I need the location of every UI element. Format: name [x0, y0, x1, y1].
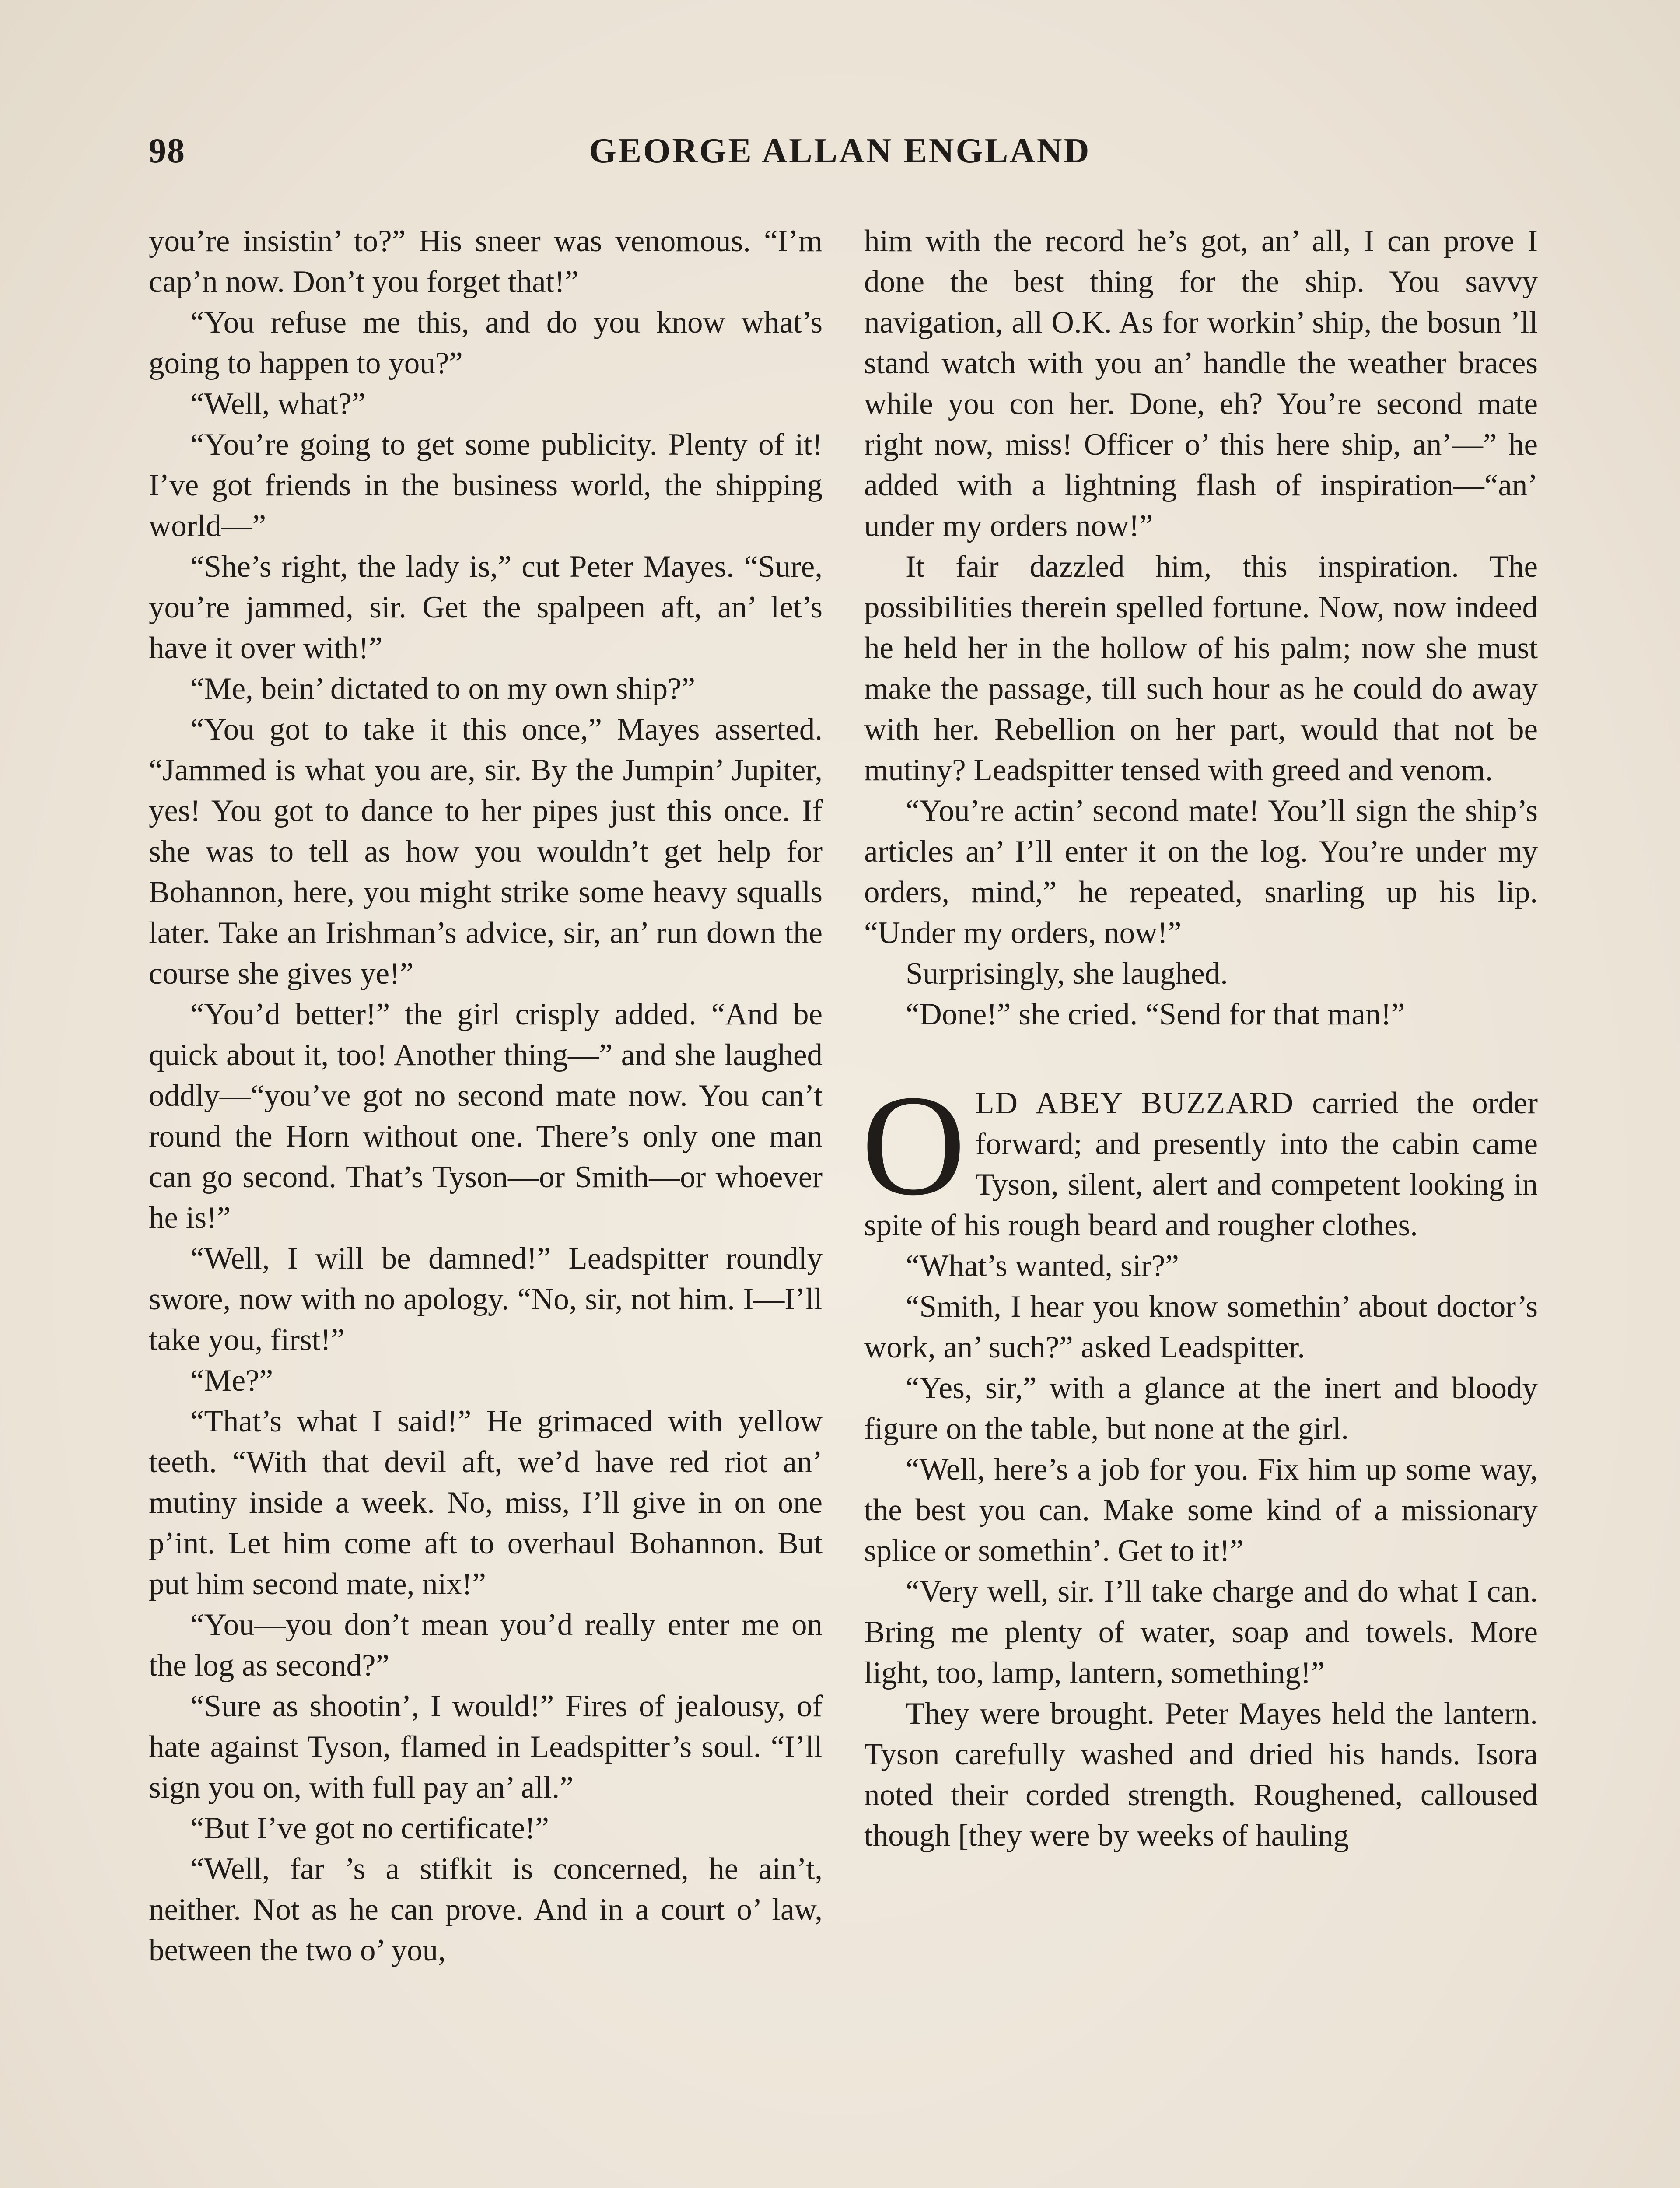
- paragraph: “You’re actin’ second mate! You’ll sign the ship’s articles an’ I’ll enter it on the log. You’re under my orders, mind,” he repeated, snarling up his lip. “Under my orders, now!”: [864, 794, 1538, 950]
- paragraph: him with the record he’s got, an’ all, I can prove I done the best thing for the ship. You savvy navigation, all O.K. As for workin’ ship, the bosun ’ll stand watch with you an’ handle the weather braces while you con her. Done, eh? You’re second mate right now, miss! Officer o’ this here ship, an’—” he added with a lightning flash of inspiration—“an’ under my orders now!”: [864, 224, 1538, 543]
- paragraph: “She’s right, the lady is,” cut Peter Mayes. “Sure, you’re jammed, sir. Get the spalpeen aft, an’ let’s have it over with!”: [149, 550, 822, 665]
- drop-cap: O: [861, 1066, 966, 1225]
- paragraph: “You refuse me this, and do you know what’s going to happen to you?”: [149, 305, 822, 380]
- paragraph: “But I’ve got no certificate!”: [190, 1811, 550, 1845]
- right-column: [861, 221, 1538, 1856]
- paragraph: They were brought. Peter Mayes held the lantern. Tyson carefully washed and dried his hands. Isora noted their corded strength. Roughened, calloused though [they were by weeks of hauling: [864, 1697, 1538, 1853]
- paragraph: “You got to take it this once,” Mayes asserted. “Jammed is what you are, sir. By the Jumpin’ Jupiter, yes! You got to dance to her pipes just this once. If she was to tell as how you wouldn’t get help for Bohannon, here, you might strike some heavy squalls later. Take an Irishman’s advice, sir, an’ run down the course she gives ye!”: [149, 712, 822, 991]
- paragraph: Surprisingly, she laughed.: [906, 957, 1228, 991]
- section-opening-text: carried the order forward; and presently into the cabin came Tyson, silent, alert and competent looking in spite of his rough beard and rougher clothes.: [864, 1086, 1538, 1242]
- section-opening-smallcaps: LD ABEY BUZZARD: [975, 1086, 1295, 1120]
- paragraph: “Well, I will be damned!” Leadspitter roundly swore, now with no apology. “No, sir, not him. I—I’ll take you, first!”: [149, 1241, 822, 1357]
- paragraph: you’re insistin’ to?” His sneer was venomous. “I’m cap’n now. Don’t you forget that!”: [149, 224, 822, 299]
- page-header: [144, 131, 1536, 184]
- paragraph: It fair dazzled him, this inspiration. The possibilities therein spelled fortune. Now, now indeed he held her in the hollow of his palm; now she must make the passage, till such hour as he could do away with her. Rebellion on her part, would that not be mutiny? Leadspitter tensed with greed and venom.: [864, 550, 1538, 787]
- page-number: 98: [149, 132, 186, 170]
- paragraph: “That’s what I said!” He grimaced with yellow teeth. “With that devil aft, we’d have red riot an’ mutiny inside a week. No, miss, I’ll give in on one p’int. Let him come aft to overhaul Bohannon. But put him second mate, nix!”: [149, 1404, 822, 1601]
- paragraph: “Me?”: [190, 1364, 273, 1398]
- paragraph: “Yes, sir,” with a glance at the inert and bloody figure on the table, but none at the girl.: [864, 1371, 1538, 1446]
- paragraph: “Well, far ’s a stifkit is concerned, he ain’t, neither. Not as he can prove. And in a court o’ law, between the two o’ you,: [149, 1852, 822, 1967]
- paragraph: “Very well, sir. I’ll take charge and do what I can. Bring me plenty of water, soap and towels. More light, too, lamp, lantern, something!”: [864, 1574, 1538, 1690]
- left-column: [149, 221, 822, 1971]
- paragraph: “Me, bein’ dictated to on my own ship?”: [190, 672, 696, 706]
- paragraph: “Smith, I hear you know somethin’ about doctor’s work, an’ such?” asked Leadspitter.: [864, 1290, 1538, 1364]
- paragraph: “You—you don’t mean you’d really enter me on the log as second?”: [149, 1608, 822, 1683]
- paragraph: “Sure as shootin’, I would!” Fires of jealousy, of hate against Tyson, flamed in Leadspitter’s soul. “I’ll sign you on, with full pay an’ all.”: [149, 1689, 822, 1805]
- paragraph: “What’s wanted, sir?”: [906, 1249, 1179, 1283]
- running-head: GEORGE ALLAN ENGLAND: [589, 132, 1091, 170]
- paragraph: “Well, here’s a job for you. Fix him up some way, the best you can. Make some kind of a missionary splice or somethin’. Get to it!”: [864, 1452, 1538, 1568]
- paragraph: “You’re going to get some publicity. Plenty of it! I’ve got friends in the business world, the shipping world—”: [149, 428, 822, 543]
- paragraph: “Well, what?”: [190, 387, 366, 421]
- section-opening-paragraph: [861, 1066, 1538, 1246]
- paragraph: “Done!” she cried. “Send for that man!”: [906, 997, 1405, 1031]
- paragraph: “You’d better!” the girl crisply added. “And be quick about it, too! Another thing—” and she laughed oddly—“you’ve got no second mate now. You can’t round the Horn without one. There’s only one man can go second. That’s Tyson—or Smith—or whoever he is!”: [149, 997, 822, 1235]
